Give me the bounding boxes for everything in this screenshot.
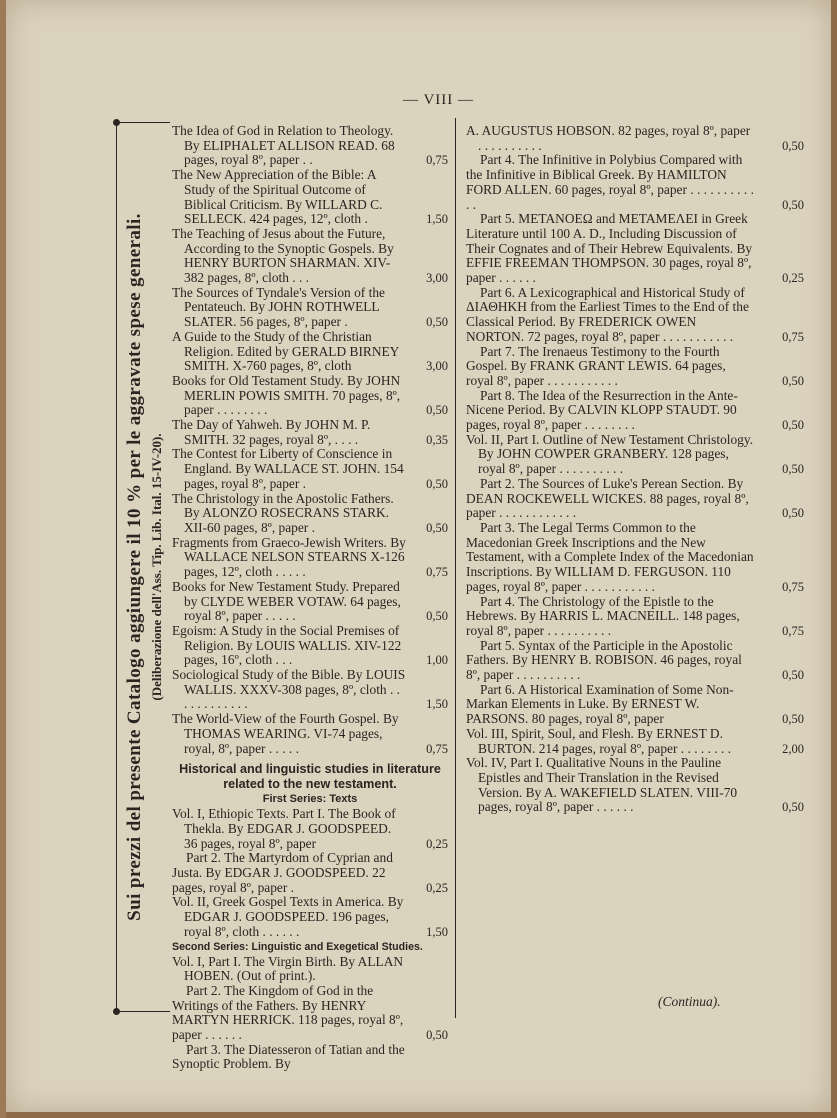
entry-text: The New Appreciation of the Bible: A Study of the Spiritual Outcome of Biblical Criticism. By WILLARD C. SELLECK. 424 pages, 12º, cloth .: [172, 167, 383, 227]
entry-text: Part 5. Syntax of the Participle in the Apostolic Fathers. By HENRY B. ROBISON. 46 pages, royal 8º, paper . . . . . . . . . .: [466, 637, 742, 683]
page-number: — VIII —: [402, 92, 475, 108]
catalog-entry: [172, 851, 448, 895]
entry-text: Part 6. A Historical Examination of Some Non-Markan Elements in Luke. By ERNEST W. PARSONS. 80 pages, royal 8º, paper: [466, 681, 734, 727]
entry-price: 0,50: [426, 520, 448, 535]
notice-line-2: (Deliberazione dell'Ass. Tip. Lib. Ital. 15-IV-20).: [149, 433, 164, 701]
catalog-entry: [466, 725, 804, 756]
notice-hook-bottom: [116, 1011, 170, 1012]
catalog-entry: [172, 418, 448, 447]
entry-price: 0,35: [426, 432, 448, 447]
notice-dot-bottom: [113, 1008, 120, 1015]
entry-price: 0,50: [426, 609, 448, 624]
catalog-entry: [466, 211, 804, 286]
entry-price: 3,00: [426, 359, 448, 374]
catalog-entry: [172, 668, 448, 712]
entry-price: 0,25: [782, 271, 804, 286]
catalog-entry: [172, 227, 448, 286]
catalog-entry: [172, 124, 448, 168]
entry-price: 0,75: [426, 565, 448, 580]
entry-text: Part 6. A Lexicographical and Historical Study of ΔΙΑΘΗΚΗ from the Earliest Times to the End of the Classical Period. By FREDERICK OWEN NORTON. 72 pages, royal 8º, paper . . . . . . . . . . .: [466, 284, 749, 344]
entry-price: 0,75: [782, 579, 804, 594]
entry-price: 0,50: [782, 462, 804, 477]
catalog-entry: [172, 895, 448, 939]
entry-text: Vol. II, Part I. Outline of New Testament Christology. By JOHN COWPER GRANBERY. 128 pages, royal 8º, paper . . . . . . . . . .: [466, 431, 754, 477]
entry-price: 0,75: [782, 623, 804, 638]
entry-text: Part 8. The Idea of the Resurrection in the Ante-Nicene Period. By CALVIN KLOPP STAUDT. 90 pages, royal 8º, paper . . . . . . . .: [466, 387, 738, 433]
catalog-entry: [466, 284, 804, 345]
entry-price: 0,50: [782, 668, 804, 683]
catalog-entry: [466, 123, 804, 153]
catalog-entry: [172, 807, 448, 851]
catalog-entry: [466, 755, 804, 815]
catalog-entry: [466, 519, 804, 595]
entry-price: 1,50: [426, 212, 448, 227]
entry-text: Books for New Testament Study. Prepared by CLYDE WEBER VOTAW. 64 pages, royal 8º, paper . . . . .: [172, 578, 401, 624]
entry-price: 0,50: [782, 800, 804, 815]
catalog-entry: [172, 1043, 448, 1072]
continued-note: (Continua).: [658, 994, 721, 1009]
entry-text: Vol. I, Part I. The Virgin Birth. By ALLAN HOBEN. (Out of print.).: [172, 953, 404, 984]
catalog-entry: [172, 330, 448, 374]
catalog-entry: [466, 387, 804, 433]
entry-text: Sociological Study of the Bible. By LOUIS WALLIS. XXXV-308 pages, 8º, cloth . . . . . . . . . . . .: [172, 667, 406, 712]
entry-price: 0,50: [782, 712, 804, 727]
catalog-entry: [466, 593, 804, 639]
entry-text: Part 4. The Christology of the Epistle to the Hebrews. By HARRIS L. MACNEILL. 148 pages, royal 8º, paper . . . . . . . . . .: [466, 593, 740, 638]
entry-text: Part 2. The Sources of Luke's Perean Section. By DEAN ROCKEWELL WICKES. 88 pages, royal 8º, paper . . . . . . . . . . . .: [466, 475, 749, 521]
notice-text: [122, 132, 172, 1002]
entry-text: Vol. IV, Part I. Qualitative Nouns in the Pauline Epistles and Their Translation in the Revised Version. By A. WAKEFIELD SLATEN. VIII-70 pages, royal 8º, paper . . . . . .: [466, 755, 738, 815]
second-series-label: Second Series: Linguistic and Exegetical Studies.: [172, 940, 423, 953]
entry-text: The Idea of God in Relation to Theology. By ELIPHALET ALLISON READ. 68 pages, royal 8º, paper . .: [172, 123, 395, 168]
column-divider: [455, 118, 456, 1018]
catalog-entry: [466, 343, 804, 389]
entry-text: The Day of Yahweh. By JOHN M. P. SMITH. 32 pages, royal 8º, . . . .: [172, 417, 371, 447]
entry-price: 0,50: [426, 1028, 448, 1043]
entry-text: Vol. III, Spirit, Soul, and Flesh. By ERNEST D. BURTON. 214 pages, royal 8º, paper . . . . . . . .: [466, 725, 732, 756]
entry-price: 1,00: [426, 653, 448, 668]
catalog-entry: [172, 984, 448, 1043]
entry-text: Part 7. The Irenaeus Testimony to the Fourth Gospel. By FRANK GRANT LEWIS. 64 pages, royal 8º, paper . . . . . . . . . . .: [466, 343, 726, 388]
left-column: [172, 124, 448, 1072]
entry-price: 0,50: [426, 403, 448, 418]
catalog-entry: [172, 447, 448, 491]
catalog-entry: [172, 286, 448, 330]
catalog-entry: [172, 492, 448, 536]
entry-price: 0,75: [782, 329, 804, 344]
section-heading: Historical and linguistic studies in literature related to the new testament.: [179, 762, 441, 792]
notice-hook-top: [116, 122, 170, 123]
entry-text: Part 2. The Martyrdom of Cyprian and Justa. By EDGAR J. GOODSPEED. 22 pages, royal 8º, paper .: [172, 850, 393, 895]
entry-text: The Teaching of Jesus about the Future, According to the Synoptic Gospels. By HENRY BURTON SHARMAN. XIV-382 pages, 8º, cloth . . .: [172, 225, 394, 286]
catalog-entry: [466, 431, 804, 477]
entry-price: 0,25: [426, 836, 448, 851]
entry-text: The Contest for Liberty of Conscience in England. By WALLACE ST. JOHN. 154 pages, royal 8º, paper .: [172, 446, 404, 491]
notice-dot-top: [113, 119, 120, 126]
entry-price: 0,50: [782, 418, 804, 433]
catalog-entry: [466, 152, 804, 212]
entry-price: 0,50: [782, 197, 804, 212]
entry-price: 3,00: [426, 271, 448, 286]
notice-line-1: Sui prezzi del presente Catalogo aggiungere il 10 % per le aggravate spese generali.: [124, 213, 145, 921]
entry-text: A Guide to the Study of the Christian Religion. Edited by GERALD BIRNEY SMITH. X-760 pages, 8º, cloth: [172, 328, 399, 374]
entry-price: 0,25: [426, 880, 448, 895]
catalog-entry: [466, 681, 804, 727]
catalog-entry: [172, 536, 448, 580]
entry-price: 0,50: [426, 315, 448, 330]
entry-text: Part 4. The Infinitive in Polybius Compared with the Infinitive in Biblical Greek. By HAMILTON FORD ALLEN. 60 pages, royal 8º, paper . . . . . . . . . . . .: [466, 152, 754, 212]
entry-price: 0,75: [426, 153, 448, 168]
catalog-entry: [172, 624, 448, 668]
price-notice: [108, 122, 168, 1012]
entry-text: Part 2. The Kingdom of God in the Writings of the Fathers. By HENRY MARTYN HERRICK. 118 pages, royal 8º, paper . . . . . .: [172, 982, 404, 1043]
entry-text: Vol. II, Greek Gospel Texts in America. By EDGAR J. GOODSPEED. 196 pages, royal 8º, cloth . . . . . .: [172, 894, 404, 939]
entry-price: 0,75: [426, 741, 448, 756]
entry-text: The Christology in the Apostolic Fathers. By ALONZO ROSECRANS STARK. XII-60 pages, 8º, paper .: [172, 490, 394, 535]
entry-text: Part 3. The Diatesseron of Tatian and the Synoptic Problem. By: [172, 1041, 405, 1072]
entry-text: The World-View of the Fourth Gospel. By THOMAS WEARING. VI-74 pages, royal, 8º, paper . . . . .: [172, 711, 399, 756]
catalog-entry: [172, 168, 448, 227]
entry-text: Vol. I, Ethiopic Texts. Part I. The Book of Thekla. By EDGAR J. GOODSPEED. 36 pages, royal 8º, paper: [172, 806, 396, 851]
entry-price: 0,50: [782, 373, 804, 388]
catalog-entry: [172, 712, 448, 756]
entry-price: 0,50: [426, 476, 448, 491]
right-column: [466, 123, 804, 815]
entry-price: 1,50: [426, 697, 448, 712]
catalog-entry: [466, 637, 804, 683]
notice-rule: [116, 122, 117, 1012]
entry-text: Part 3. The Legal Terms Common to the Macedonian Greek Inscriptions and the New Testament, with a Complete Index of the Macedonian Inscriptions. By WILLIAM D. FERGUSON. 110 pages, royal 8º, paper . . . . . . . . . . .: [466, 519, 754, 594]
entry-text: A. AUGUSTUS HOBSON. 82 pages, royal 8º, paper . . . . . . . . . .: [466, 123, 751, 153]
catalog-entry: [466, 475, 804, 521]
entry-price: 2,00: [782, 741, 804, 756]
first-series-label: First Series: Texts: [262, 793, 358, 806]
entry-text: Egoism: A Study in the Social Premises of Religion. By LOUIS WALLIS. XIV-122 pages, 16º, cloth . . .: [172, 622, 402, 668]
catalog-entry: [172, 955, 448, 984]
entry-text: Books for Old Testament Study. By JOHN MERLIN POWIS SMITH. 70 pages, 8º, paper . . . . . . . .: [172, 372, 401, 418]
entry-price: 0,50: [782, 138, 804, 153]
catalog-entry: [172, 580, 448, 624]
entry-price: 0,50: [782, 506, 804, 521]
entry-text: Part 5. ΜΕΤΑΝΟΕΩ and ΜΕΤΑΜΕΛΕΙ in Greek Literature until 100 A. D., Including Discussion of Their Cognates and of Their Hebrew Equivalents. By EFFIE FREEMAN THOMPSON. 30 pages, royal 8º, paper . . . . . .: [466, 211, 753, 286]
entry-text: The Sources of Tyndale's Version of the Pentateuch. By JOHN ROTHWELL SLATER. 56 pages, 8º, paper .: [172, 284, 385, 330]
catalog-entry: [172, 374, 448, 418]
entry-price: 1,50: [426, 924, 448, 939]
entry-text: Fragments from Graeco-Jewish Writers. By WALLACE NELSON STEARNS X-126 pages, 12º, cloth . . . . .: [172, 534, 406, 580]
